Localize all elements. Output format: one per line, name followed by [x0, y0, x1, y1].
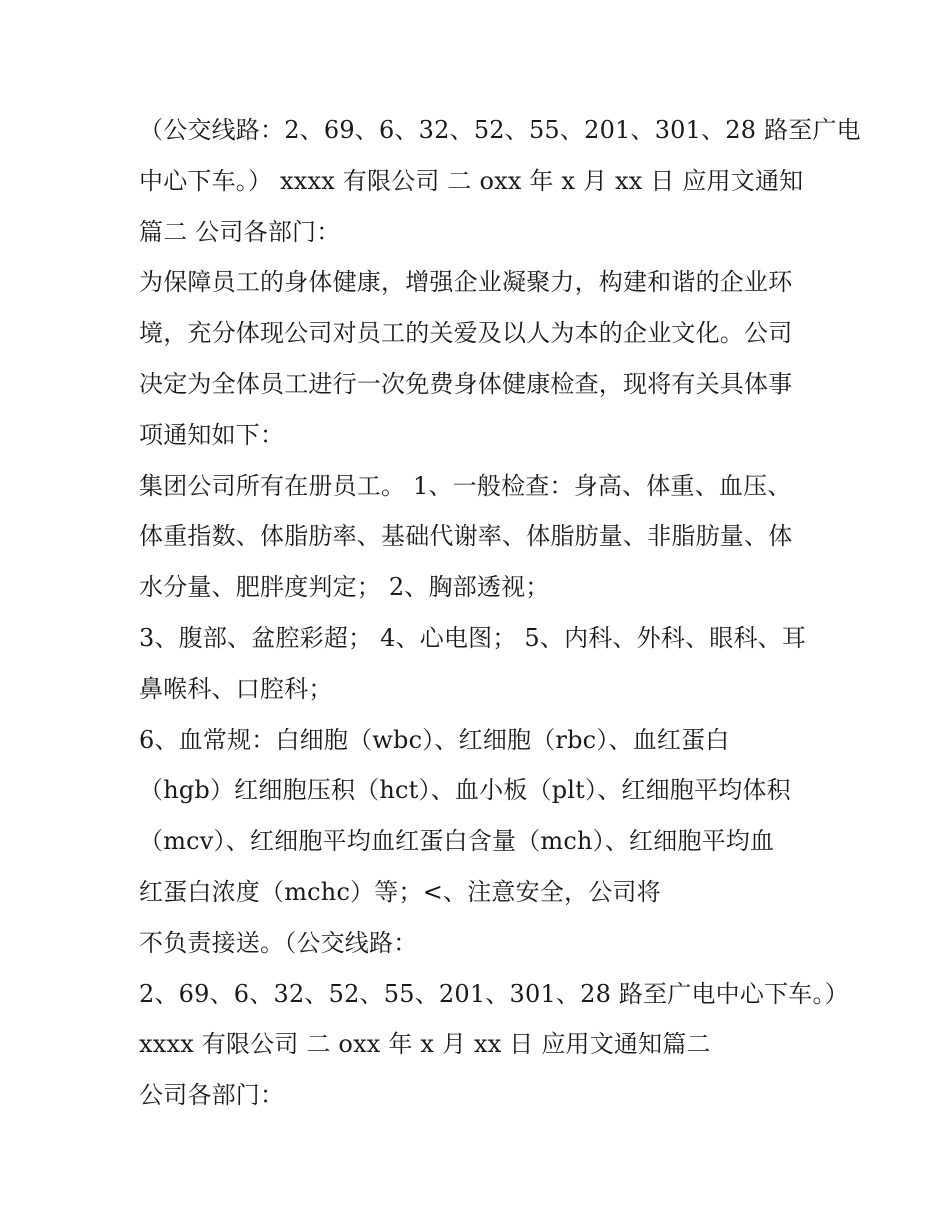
text-line-10: 水分量、肥胖度判定； 2、胸部透视； — [139, 573, 550, 602]
text-line-19: xxxx 有限公司 二 oxx 年 x 月 xx 日 应用文通知篇二 — [139, 1030, 711, 1059]
text-line-7: 项通知如下： — [139, 420, 285, 449]
text-line-9: 体重指数、体脂肪率、基础代谢率、体脂肪量、非脂肪量、体 — [139, 522, 793, 551]
text-line-5: 境，充分体现公司对员工的关爱及以人为本的企业文化。公司 — [139, 319, 793, 348]
text-line-2: 中心下车。） xxxx 有限公司 二 oxx 年 x 月 xx 日 应用文通知 — [139, 166, 804, 195]
text-line-12: 鼻喉科、口腔科； — [139, 674, 333, 703]
text-line-11: 3、腹部、盆腔彩超； 4、心电图； 5、内科、外科、眼科、耳 — [139, 623, 807, 652]
text-line-18: 2、69、6、32、52、55、201、301、28 路至广电中心下车。） — [139, 979, 849, 1008]
text-line-1: （公交线路：2、69、6、32、52、55、201、301、28 路至广电 — [139, 116, 861, 144]
text-line-15: （mcv）、红细胞平均血红蛋白含量（mch）、红细胞平均血 — [139, 827, 775, 856]
text-line-6: 决定为全体员工进行一次免费身体健康检查，现将有关具体事 — [139, 369, 793, 398]
text-line-13: 6、血常规：白细胞（wbc）、红细胞（rbc）、血红蛋白 — [139, 725, 730, 754]
document-body — [139, 105, 861, 1121]
text-line-8: 集团公司所有在册员工。 1、一般检查：身高、体重、血压、 — [139, 471, 792, 500]
text-line-14: （hgb）红细胞压积（hct）、血小板（plt）、红细胞平均体积 — [139, 776, 791, 805]
text-line-3: 篇二 公司各部门： — [139, 217, 341, 246]
text-line-4: 为保障员工的身体健康，增强企业凝聚力，构建和谐的企业环 — [139, 268, 793, 297]
text-line-16: 红蛋白浓度（mchc）等；<、注意安全，公司将 — [139, 877, 661, 906]
text-line-17: 不负责接送。（公交线路： — [139, 928, 418, 957]
text-line-20: 公司各部门： — [139, 1081, 285, 1110]
